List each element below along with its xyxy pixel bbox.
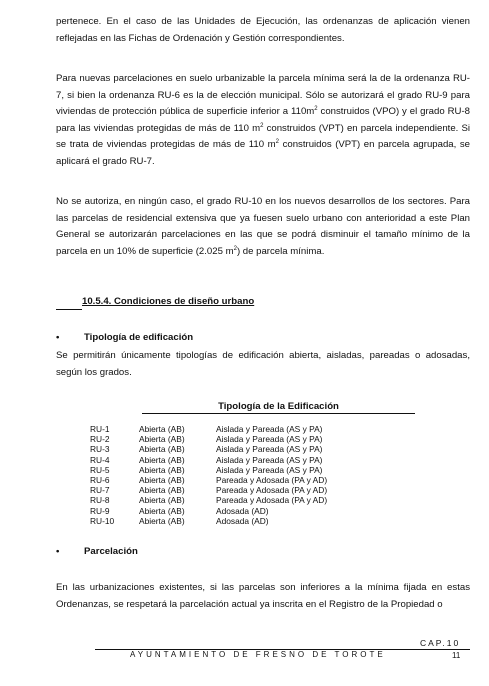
superscript: 2 bbox=[275, 138, 279, 145]
bullet-label: Tipología de edificación bbox=[84, 332, 194, 343]
paragraph-unidades-ejecucion: pertenece. En el caso de las Unidades de Ejecución, las ordenanzas de aplicación vienen reflejadas en las Fichas de Ordenación y Gestión correspondientes. bbox=[56, 16, 470, 44]
section-underline-lead bbox=[56, 309, 82, 310]
bullet-tipologia bbox=[56, 332, 193, 343]
table-row bbox=[90, 485, 327, 495]
grade-cell: RU-2 bbox=[90, 434, 110, 445]
typology-cell: Aislada y Pareada (AS y PA) bbox=[216, 444, 323, 455]
footer-chapter: CAP.10 bbox=[420, 638, 461, 648]
type-cell: Abierta (AB) bbox=[139, 495, 185, 506]
superscript: 2 bbox=[233, 245, 237, 252]
bullet-label: Parcelación bbox=[84, 546, 138, 557]
footer-page-number: 11 bbox=[452, 651, 461, 660]
grade-cell: RU-9 bbox=[90, 505, 110, 516]
bullet-icon: • bbox=[56, 546, 60, 557]
paragraph-nuevas-parcelaciones bbox=[56, 71, 470, 170]
grade-cell: RU-1 bbox=[90, 424, 110, 434]
type-cell: Abierta (AB) bbox=[139, 515, 185, 526]
grade-table bbox=[90, 424, 327, 526]
bullet-parcelacion bbox=[56, 546, 138, 557]
grade-cell: RU-10 bbox=[90, 515, 115, 526]
grade-cell: RU-6 bbox=[90, 475, 110, 486]
table-title: Tipología de la Edificación bbox=[142, 401, 415, 414]
bullet-icon: • bbox=[56, 332, 60, 343]
typology-cell: Pareada y Adosada (PA y AD) bbox=[216, 495, 328, 506]
grade-cell: RU-7 bbox=[90, 485, 110, 496]
paragraph-text: construidos (VPT) en parcela agrupada, se aplicará el grado RU-7. bbox=[56, 139, 470, 167]
typology-cell: Adosada (AD) bbox=[216, 505, 269, 516]
paragraph-ru10 bbox=[56, 194, 470, 260]
type-cell: Abierta (AB) bbox=[139, 464, 185, 475]
table-row bbox=[90, 455, 327, 465]
paragraph-text: No se autoriza, en ningún caso, el grado RU-10 en los nuevos desarrollos de los sectores. Para las parcelas de residencial extensiva que ya fuesen suelo urbano con anterioridad a este Plan General se autorizarán parcelaciones en las que se podrá disminuir el tamaño mínimo de la parcela en un 10% de superficie (2.025 m bbox=[56, 196, 470, 257]
typology-cell: Aislada y Pareada (AS y PA) bbox=[216, 454, 323, 465]
paragraph-text: Para nuevas parcelaciones en suelo urbanizable la parcela mínima será la de la ordenanza RU-7, si bien la ordenanza RU-6 es la de elección municipal. Sólo se autorizará el grado RU-9 para viviendas de protección pública de superficie inferior a 110m bbox=[56, 73, 470, 117]
table-row bbox=[90, 516, 327, 526]
type-cell: Abierta (AB) bbox=[139, 475, 185, 486]
footer-institution: AYUNTAMIENTO DE FRESNO DE TOROTE bbox=[130, 650, 386, 659]
paragraph-urbanizaciones: En las urbanizaciones existentes, si las parcelas son inferiores a la mínima fijada en estas Ordenanzas, se respetará la parcelación actual ya inscrita en el Registro de la Propiedad o bbox=[56, 582, 470, 610]
table-row bbox=[90, 444, 327, 454]
typology-cell: Adosada (AD) bbox=[216, 515, 269, 526]
typology-cell: Pareada y Adosada (PA y AD) bbox=[216, 485, 328, 496]
superscript: 2 bbox=[260, 122, 264, 129]
type-cell: Abierta (AB) bbox=[139, 444, 185, 455]
type-cell: Abierta (AB) bbox=[139, 434, 185, 445]
table-row bbox=[90, 424, 327, 434]
type-cell: Abierta (AB) bbox=[139, 424, 185, 434]
paragraph-text: construidos (VPO) y el grado RU-8 para las viviendas protegidas de más de 110 m bbox=[56, 106, 470, 134]
typology-cell: Aislada y Pareada (AS y PA) bbox=[216, 464, 323, 475]
table-row bbox=[90, 434, 327, 444]
grade-cell: RU-8 bbox=[90, 495, 110, 506]
type-cell: Abierta (AB) bbox=[139, 485, 185, 496]
table-row bbox=[90, 475, 327, 485]
grade-cell: RU-4 bbox=[90, 454, 110, 465]
paragraph-text: construidos (VPT) en parcela independiente. Si se trata de viviendas protegidas de más de 110 m bbox=[56, 122, 470, 150]
type-cell: Abierta (AB) bbox=[139, 505, 185, 516]
typology-cell: Aislada y Pareada (AS y PA) bbox=[216, 434, 323, 445]
section-title: 10.5.4. Condiciones de diseño urbano bbox=[82, 296, 255, 307]
typology-cell: Pareada y Adosada (PA y AD) bbox=[216, 475, 328, 486]
typology-cell: Aislada y Pareada (AS y PA) bbox=[216, 424, 323, 434]
grade-cell: RU-3 bbox=[90, 444, 110, 455]
paragraph-text: ) de parcela mínima. bbox=[236, 245, 325, 257]
paragraph-tipologias: Se permitirán únicamente tipologías de edificación abierta, aisladas, pareadas o adosadas, según los grados. bbox=[56, 350, 470, 378]
table-row bbox=[90, 465, 327, 475]
superscript: 2 bbox=[314, 105, 318, 112]
table-row bbox=[90, 495, 327, 505]
type-cell: Abierta (AB) bbox=[139, 454, 185, 465]
grade-table-body bbox=[90, 424, 327, 526]
table-row bbox=[90, 506, 327, 516]
grade-cell: RU-5 bbox=[90, 464, 110, 475]
